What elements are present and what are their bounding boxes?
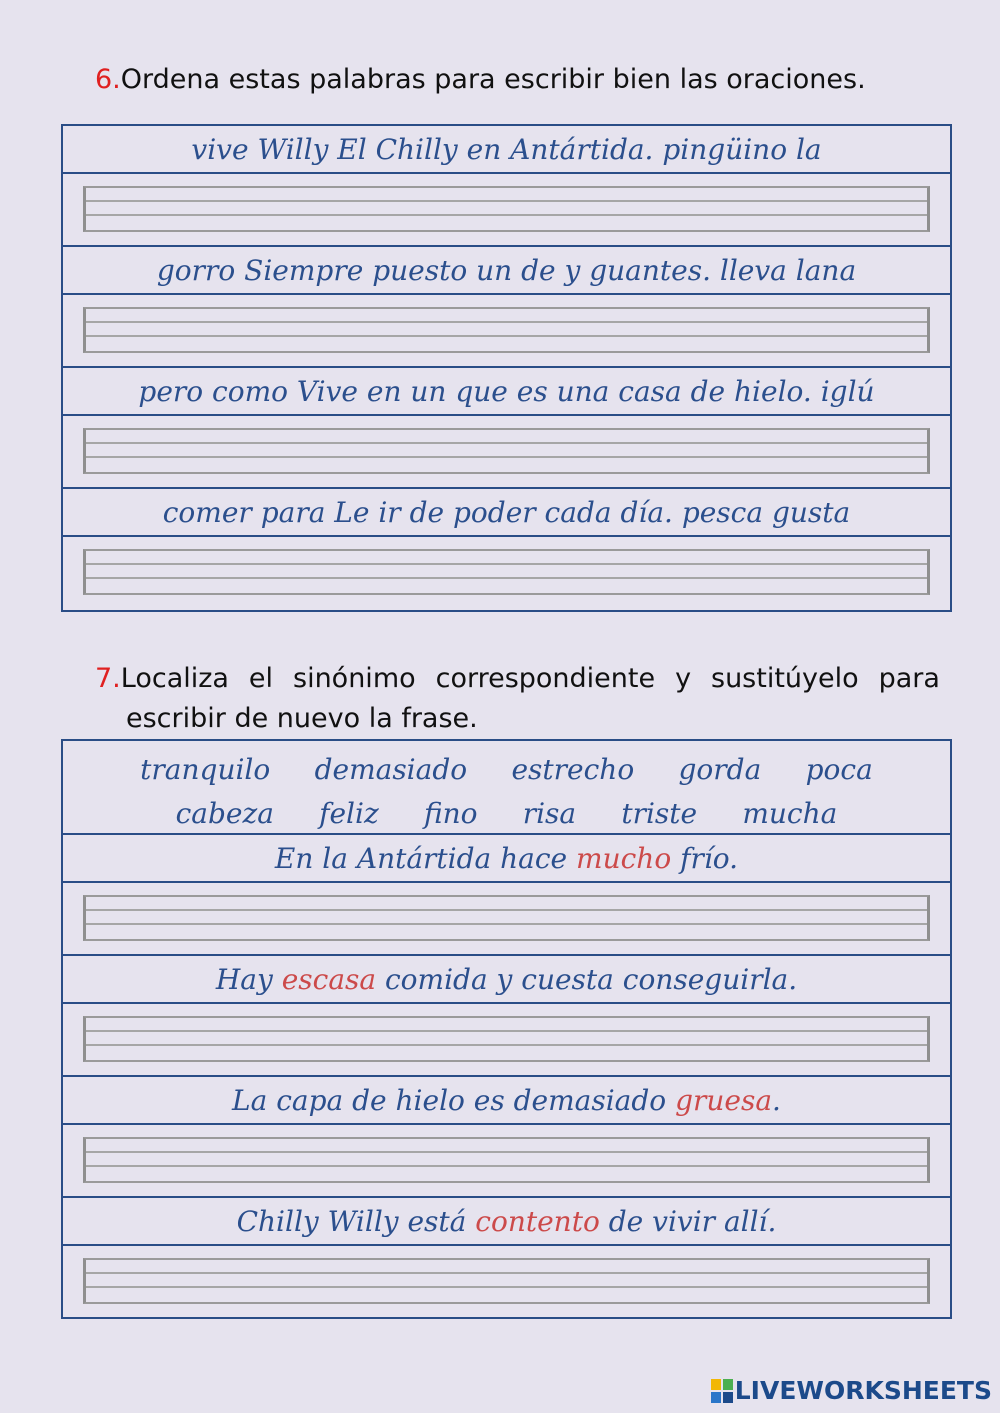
writing-lines	[83, 1016, 930, 1062]
question-7-line-1	[95, 659, 940, 699]
scrambled-sentence-4: comer para Le ir de poder cada día. pesca gusta	[63, 489, 950, 537]
scrambled-sentence-2: gorro Siempre puesto un de y guantes. lleva lana	[63, 247, 950, 295]
synonym-sentence-2	[63, 956, 950, 1004]
synonym-sentence-1	[63, 835, 950, 883]
question-7-box	[61, 739, 952, 1319]
word-bank-word: gorda	[678, 752, 762, 786]
word-bank-row-1	[63, 747, 950, 791]
answer-line-2[interactable]	[63, 295, 950, 368]
answer-line-3[interactable]	[63, 416, 950, 489]
word-bank-word: estrecho	[511, 752, 635, 786]
sentence-text: .	[772, 1083, 781, 1117]
highlighted-word: gruesa	[675, 1083, 773, 1117]
word-bank-word: risa	[522, 796, 577, 830]
title-word: y	[675, 663, 692, 694]
title-word: el	[248, 663, 274, 694]
sentence-text: La capa de hielo es demasiado	[232, 1083, 676, 1117]
question-7-number: 7.	[95, 663, 121, 694]
writing-lines	[83, 307, 930, 353]
answer-line-6[interactable]	[63, 1004, 950, 1077]
writing-lines	[83, 1258, 930, 1304]
sentence-text: En la Antártida hace	[274, 841, 577, 875]
word-bank-word: feliz	[319, 796, 379, 830]
title-word: correspondiente	[435, 663, 656, 694]
word-bank-word: cabeza	[175, 796, 274, 830]
highlighted-word: contento	[475, 1204, 600, 1238]
word-bank-word: demasiado	[314, 752, 468, 786]
title-word: sustitúyelo	[711, 663, 859, 694]
word-bank-word: mucha	[742, 796, 838, 830]
word-bank-word: poca	[805, 752, 873, 786]
highlighted-word: escasa	[281, 962, 377, 996]
answer-line-4[interactable]	[63, 537, 950, 610]
answer-line-7[interactable]	[63, 1125, 950, 1198]
writing-lines	[83, 428, 930, 474]
sentence-text: de vivir allí.	[599, 1204, 777, 1238]
writing-lines	[83, 186, 930, 232]
liveworksheets-logo	[711, 1376, 992, 1405]
question-6-box	[61, 124, 952, 612]
liveworksheets-logo-icon	[711, 1379, 733, 1403]
word-bank-word: fino	[423, 796, 478, 830]
question-6-instruction: Ordena estas palabras para escribir bien las oraciones.	[120, 64, 866, 95]
title-word: Localiza	[120, 663, 229, 694]
scrambled-sentence-3: pero como Vive en un que es una casa de hielo. iglú	[63, 368, 950, 416]
answer-line-5[interactable]	[63, 883, 950, 956]
writing-lines	[83, 895, 930, 941]
answer-line-8[interactable]	[63, 1246, 950, 1319]
writing-lines	[83, 1137, 930, 1183]
sentence-text: comida y cuesta conseguirla.	[376, 962, 798, 996]
writing-lines	[83, 549, 930, 595]
synonym-sentence-3	[63, 1077, 950, 1125]
synonym-sentence-4	[63, 1198, 950, 1246]
sentence-text: Hay	[215, 962, 282, 996]
scrambled-sentence-1: vive Willy El Chilly en Antártida. pingüino la	[63, 126, 950, 174]
title-word: sinónimo	[293, 663, 416, 694]
title-word: para	[878, 663, 940, 694]
highlighted-word: mucho	[576, 841, 672, 875]
question-6-title	[95, 64, 866, 95]
logo-text: LIVEWORKSHEETS	[734, 1376, 992, 1405]
word-bank-word: triste	[621, 796, 698, 830]
word-bank-row-2	[63, 791, 950, 835]
question-7-title	[95, 659, 940, 739]
sentence-text: frío.	[671, 841, 739, 875]
word-bank	[63, 741, 950, 835]
word-bank-word: tranquilo	[140, 752, 271, 786]
question-7-line-2: escribir de nuevo la frase.	[126, 703, 478, 734]
question-6-number: 6.	[95, 64, 121, 95]
sentence-text: Chilly Willy está	[236, 1204, 476, 1238]
answer-line-1[interactable]	[63, 174, 950, 247]
